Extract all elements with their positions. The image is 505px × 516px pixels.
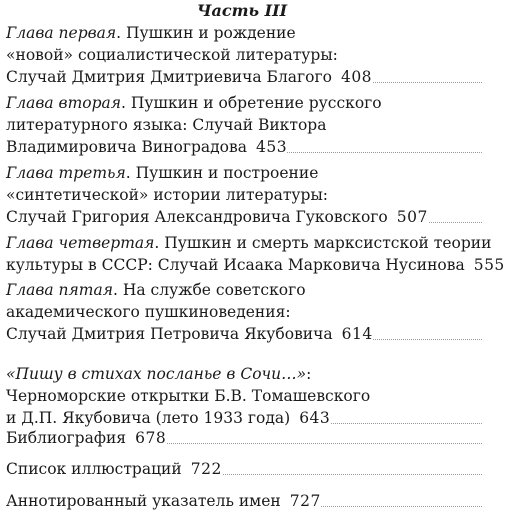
page-number: 555 — [469, 256, 505, 274]
label-separator: . — [125, 164, 136, 182]
toc-entry-chapter-4[interactable] — [6, 232, 505, 276]
entry-line: «синтетической» истории литературы: — [6, 186, 329, 204]
part-title: Часть III — [196, 1, 288, 20]
entry-line: культуры в СССР: Случай Исаака Марковича Нусинова — [6, 256, 469, 274]
page-number: 643 — [294, 409, 330, 427]
entry-line: Пушкин и построение — [135, 164, 319, 182]
page-number: 678 — [130, 429, 166, 447]
entry-line: «новой» социалистической литературы: — [6, 46, 338, 64]
page-number: 722 — [186, 460, 222, 478]
entry-line: : — [306, 365, 312, 383]
chapter-label: Глава четвертая — [6, 234, 155, 252]
entry-line: Пушкин и смерть марксистской теории — [164, 234, 492, 252]
label-separator: . — [116, 24, 127, 42]
entry-line: На службе советского — [122, 281, 306, 299]
toc-entry-illustrations[interactable] — [6, 458, 482, 480]
entry-line: Аннотированный указатель имен — [6, 492, 285, 510]
label-separator: . — [121, 94, 131, 112]
page-number: 507 — [392, 208, 428, 226]
entry-line: Случай Григория Александровича Гуковского — [6, 208, 392, 226]
chapter-label: Глава первая — [6, 24, 117, 42]
entry-line: Черноморские открытки Б.В. Томашевского — [6, 387, 371, 405]
page-number: 614 — [337, 325, 373, 343]
toc-entry-sochi-letters[interactable] — [6, 363, 482, 429]
chapter-label: Глава третья — [6, 164, 126, 182]
toc-entry-bibliography[interactable] — [6, 427, 482, 449]
toc-entry-chapter-5[interactable] — [6, 279, 482, 345]
entry-line: Пушкин и рождение — [126, 24, 296, 42]
label-separator: . — [113, 281, 123, 299]
entry-line: Пушкин и обретение русского — [130, 94, 382, 112]
toc-entry-chapter-3[interactable] — [6, 162, 482, 228]
entry-line: академического пушкиноведения: — [6, 303, 291, 321]
toc-entry-name-index[interactable] — [6, 490, 482, 512]
page-number: 408 — [336, 68, 372, 86]
entry-line: и Д.П. Якубовича (лето 1933 года) — [6, 409, 294, 427]
entry-line: Библиография — [6, 429, 130, 447]
page-number: 727 — [285, 492, 321, 510]
chapter-label: Глава вторая — [6, 94, 122, 112]
label-separator: . — [154, 234, 165, 252]
page-number: 453 — [251, 138, 287, 156]
entry-line: Случай Дмитрия Дмитриевича Благого — [6, 68, 336, 86]
section-label: «Пишу в стихах посланье в Сочи…» — [6, 365, 307, 383]
entry-line: литературного языка: Случай Виктора — [6, 116, 327, 134]
toc-entry-chapter-2[interactable] — [6, 92, 482, 158]
entry-line: Владимировича Виноградова — [6, 138, 251, 156]
chapter-label: Глава пятая — [6, 281, 114, 299]
entry-line: Случай Дмитрия Петровича Якубовича — [6, 325, 337, 343]
toc-entry-chapter-1[interactable] — [6, 22, 482, 88]
entry-line: Список иллюстраций — [6, 460, 186, 478]
